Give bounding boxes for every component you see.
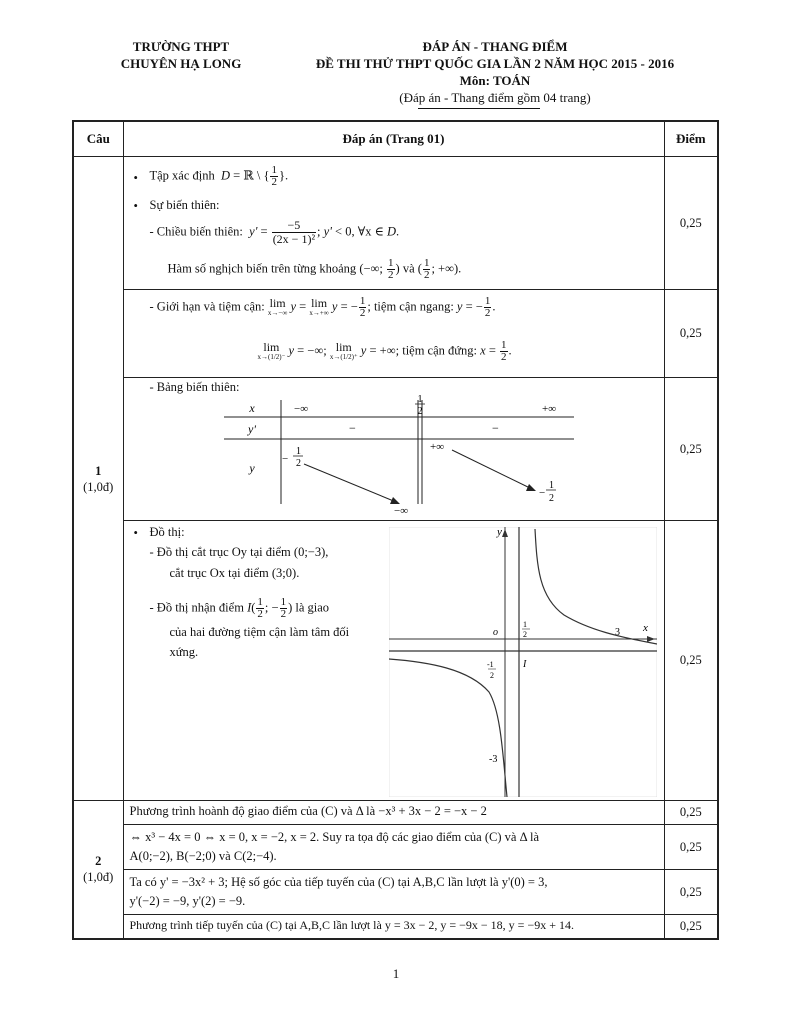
- svg-text:2: 2: [548, 493, 554, 504]
- header-score: Điểm: [664, 121, 718, 157]
- score-q1-4: 0,25: [664, 521, 718, 801]
- q2-row-1: Phương trình hoành độ giao điểm của (C) và Δ là −x³ + 3x − 2 = −x − 2: [123, 801, 664, 825]
- limits-line-2: lim x→(1/2)⁻ y = −∞; lim x→(1/2)⁺ y = +∞; tiệm cận đứng: x = $\frac{1}{2}$ .: [257, 339, 512, 363]
- svg-text:−: −: [348, 421, 356, 435]
- svg-text:-1: -1: [486, 660, 494, 669]
- svg-text:−∞: −∞: [393, 505, 408, 517]
- and-word: và: [402, 261, 415, 276]
- horizontal-asymptote-label: tiệm cận ngang:: [373, 299, 454, 314]
- svg-text:y: y: [248, 461, 255, 475]
- graph-line-1: - Đồ thị cắt trục Oy tại điểm (0;−3),: [149, 545, 329, 559]
- svg-text:y: y: [496, 527, 502, 538]
- svg-text:2: 2: [295, 458, 301, 469]
- svg-text:1: 1: [295, 446, 301, 457]
- page-count-note: (Đáp án - Thang điểm gồm 04 trang): [399, 90, 591, 105]
- header-question: Câu: [73, 121, 123, 157]
- score-q1-1: 0,25: [664, 157, 718, 290]
- svg-text:o: o: [492, 627, 498, 638]
- score-q2-3: 0,25: [664, 870, 718, 915]
- svg-text:x: x: [642, 622, 648, 634]
- graph-line-3a: - Đồ thị nhận điểm: [149, 600, 244, 615]
- answer-table: [72, 120, 719, 940]
- svg-text:−∞: −∞: [293, 403, 308, 415]
- domain-text: Tập xác định: [149, 168, 215, 183]
- q1-part-limits: [123, 290, 664, 378]
- question-1-cell: [73, 157, 123, 801]
- question-2-label: 2: [95, 854, 102, 869]
- svg-text:-3: -3: [488, 754, 497, 765]
- svg-text:1: 1: [548, 480, 554, 491]
- q2-row-3: [123, 870, 664, 915]
- q2-row-2a: ⇔ x³ − 4x = 0 ⇔ x = 0, x = −2, x = 2. Suy ra tọa độ các giao điểm của (C) và Δ là: [129, 830, 540, 844]
- q2-row-4: Phương trình tiếp tuyến của (C) tại A,B,C lần lượt là y = 3x − 2, y = −9x − 18, y = −9x + 14.: [123, 915, 664, 939]
- svg-text:−: −: [538, 487, 545, 499]
- question-2-cell: [73, 801, 123, 939]
- graph-line-5: xứng.: [169, 645, 199, 659]
- svg-text:−: −: [281, 453, 288, 465]
- monotonic-conclusion: Hàm số nghịch biến trên từng khoảng (−∞; $\frac{1}{2}$ ) và ( $\frac{1}{2}$ ; +∞).: [167, 257, 462, 281]
- bullet-icon: •: [133, 526, 138, 540]
- variation-table-label: - Bảng biến thiên:: [149, 380, 240, 394]
- score-q1-3: 0,25: [664, 378, 718, 521]
- header-rule: [418, 108, 540, 109]
- score-q2-4: 0,25: [664, 915, 718, 939]
- svg-text:−: −: [491, 421, 499, 435]
- monotonic-line: - Chiều biến thiên: y' = $\frac{-5}{\text{(2x − 1)²}}$ ; y' < 0, ∀x ∈ D.: [149, 218, 400, 246]
- q1-part-domain: [123, 157, 664, 290]
- q1-part-graph: [123, 521, 664, 801]
- subject: Môn: TOÁN: [459, 73, 531, 88]
- graph-heading: Đồ thị:: [149, 525, 185, 539]
- monotonic-label: - Chiều biến thiên:: [149, 224, 243, 239]
- score-q1-2: 0,25: [664, 290, 718, 378]
- vertical-asymptote-label: tiệm cận đứng:: [402, 343, 478, 358]
- svg-text:1: 1: [522, 620, 527, 629]
- page-number: 1: [392, 966, 400, 981]
- q1-part-variation-table: [123, 378, 664, 521]
- variation-heading: Sự biến thiên:: [149, 198, 220, 212]
- limits-label: - Giới hạn và tiệm cận:: [149, 299, 265, 314]
- function-graph: [389, 527, 657, 797]
- monotonic-text: Hàm số nghịch biến trên từng khoảng: [167, 261, 357, 276]
- bullet-icon: •: [133, 171, 138, 185]
- graph-line-3: - Đồ thị nhận điểm I( $\frac{1}{2}$ ; − $\frac{1}{2}$ ) là giao: [149, 596, 330, 620]
- question-1-label: 1: [95, 463, 102, 478]
- header-answer: Đáp án (Trang 01): [123, 121, 664, 157]
- svg-text:2: 2: [417, 406, 422, 417]
- exam-header: [270, 38, 720, 106]
- title-line-1: ĐÁP ÁN - THANG ĐIỂM: [422, 39, 568, 54]
- question-1-points: (1,0đ): [83, 479, 114, 494]
- graph-line-4: của hai đường tiệm cận làm tâm đối: [169, 625, 350, 639]
- svg-text:I: I: [522, 659, 526, 670]
- q2-row-3a: Ta có y' = −3x² + 3; Hệ số góc của tiếp tuyến của (C) tại A,B,C lần lượt là y'(0) = 3,: [129, 875, 548, 889]
- svg-text:+∞: +∞: [541, 403, 556, 415]
- q2-row-2b: A(0;−2), B(−2;0) và C(2;−4).: [129, 849, 277, 863]
- svg-text:3: 3: [614, 627, 620, 638]
- q2-row-3b: y'(−2) = −9, y'(2) = −9.: [129, 894, 246, 908]
- svg-text:x: x: [248, 401, 255, 415]
- svg-text:y': y': [247, 422, 256, 436]
- variation-table: [224, 392, 574, 517]
- domain-line: Tập xác định D = ℝ \ { $\frac{1}{2}$ }.: [149, 164, 289, 188]
- title-line-2: ĐỀ THI THỬ THPT QUỐC GIA LẦN 2 NĂM HỌC 2015 - 2016: [315, 56, 675, 71]
- q2-row-2: [123, 825, 664, 870]
- svg-text:1: 1: [417, 394, 422, 405]
- school-line-2: CHUYÊN HẠ LONG: [120, 56, 242, 71]
- svg-text:+∞: +∞: [429, 441, 444, 453]
- graph-line-3b: là giao: [295, 600, 330, 615]
- score-q2-2: 0,25: [664, 825, 718, 870]
- school-header: [96, 38, 266, 72]
- bullet-icon: •: [133, 199, 138, 213]
- question-2-points: (1,0đ): [83, 870, 114, 885]
- school-line-1: TRƯỜNG THPT: [132, 39, 230, 54]
- limits-line-1: - Giới hạn và tiệm cận: lim x→−∞ y = lim x→+∞ y = − $\frac{1}{2}$ ; tiệm cận ngang: y = − $\frac{1}{2}$ .: [149, 295, 496, 319]
- graph-line-2: cắt trục Ox tại điểm (3;0).: [169, 566, 300, 580]
- score-q2-1: 0,25: [664, 801, 718, 825]
- svg-text:2: 2: [489, 671, 494, 680]
- svg-text:2: 2: [522, 630, 527, 639]
